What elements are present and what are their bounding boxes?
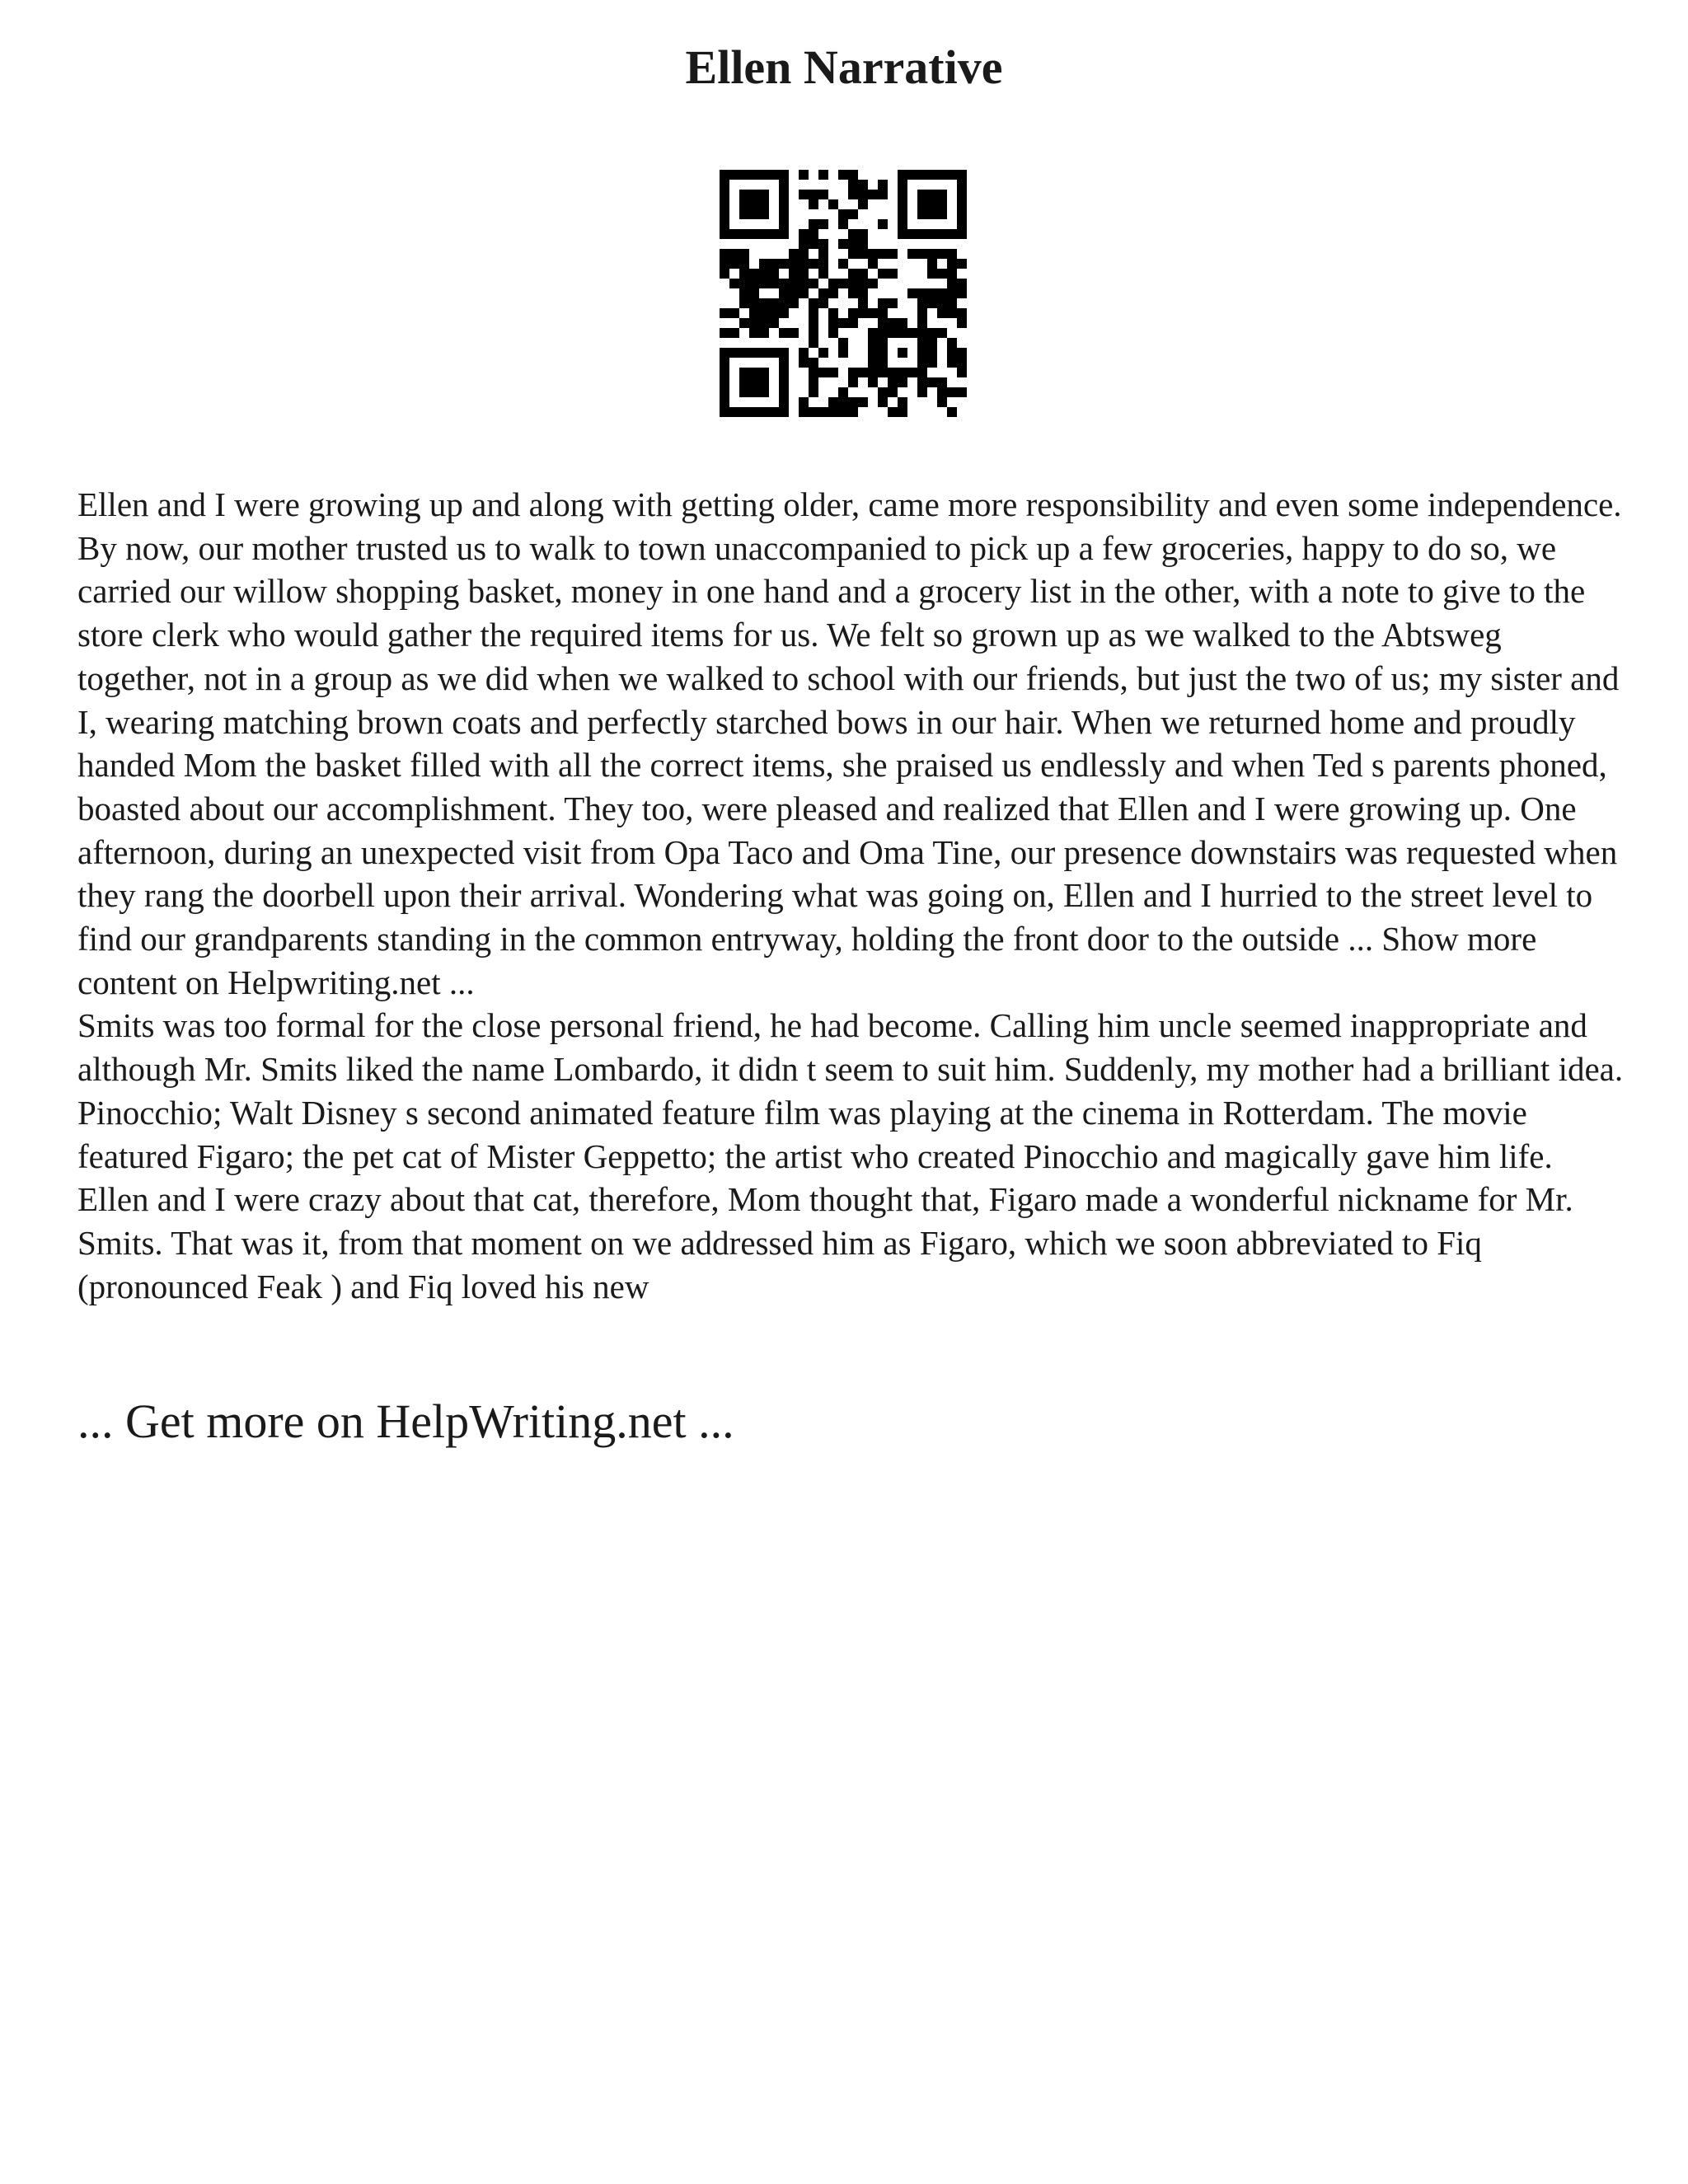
- body-paragraph: Smits was too formal for the close personal friend, he had become. Calling him uncle seemed inappropriate and although Mr. Smits liked the name Lombardo, it didn t seem to suit him. Suddenly, my mother had a brilliant idea. Pinocchio; Walt Disney s second animated feature film was playing at the cinema in Rotterdam. The movie featured Figaro; the pet cat of Mister Geppetto; the artist who created Pinocchio and magically gave him life. Ellen and I were crazy about that cat, therefore, Mom thought that, Figaro made a wonderful nickname for Mr. Smits. That was it, from that moment on we addressed him as Figaro, which we soon abbreviated to Fiq (pronounced Feak ) and Fiq loved his new: [77, 1006, 1624, 1305]
- document-title: Ellen Narrative: [685, 40, 1003, 94]
- document-body: [77, 483, 1627, 1308]
- body-paragraph: Ellen and I were growing up and along with getting older, came more responsibility and even some independence. By now, our mother trusted us to walk to town unaccompanied to pick up a few groceries, happy to do so, we carried our willow shopping basket, money in one hand and a grocery list in the other, with a note to give to the store clerk who would gather the required items for us. We felt so grown up as we walked to the Abtsweg together, not in a group as we did when we walked to school with our friends, but just the two of us; my sister and I, wearing matching brown coats and perfectly starched bows in our hair. When we returned home and proudly handed Mom the basket filled with all the correct items, she praised us endlessly and when Ted s parents phoned, boasted about our accomplishment. They too, were pleased and realized that Ellen and I were growing up. One afternoon, during an unexpected visit from Opa Taco and Oma Tine, our presence downstairs was requested when they rang the doorbell upon their arrival. Wondering what was going on, Ellen and I hurried to the street level to find our grandparents standing in the common entryway, holding the front door to the outside ... Show more content on Helpwriting.net ...: [77, 485, 1622, 1001]
- qr-code-icon: [720, 170, 967, 417]
- get-more-link[interactable]: ... Get more on HelpWriting.net ...: [77, 1394, 734, 1448]
